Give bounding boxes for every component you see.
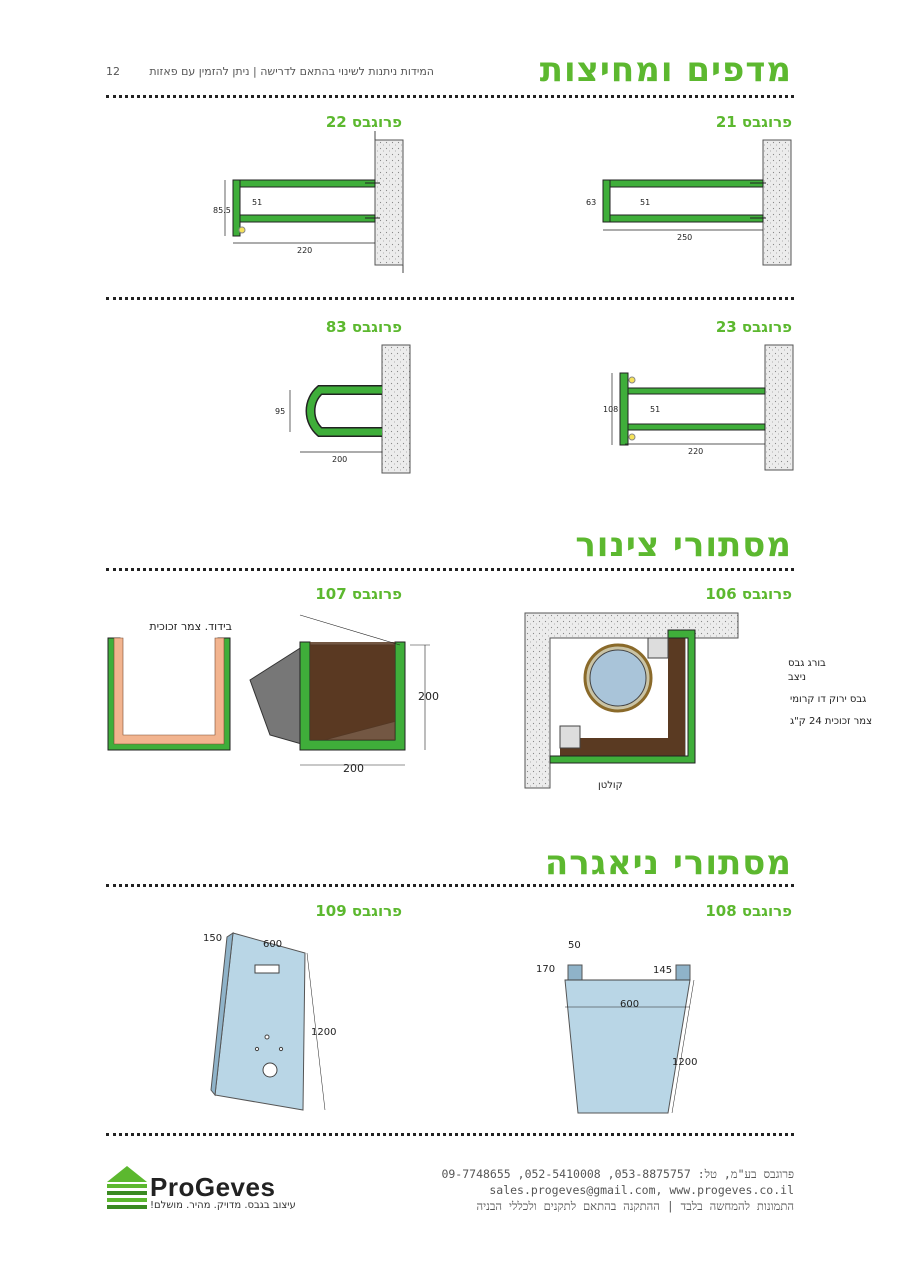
section-divider [106, 95, 794, 98]
item-label-progeves-23: פרוגבס 23 [715, 318, 792, 336]
dim-height: 63 [586, 198, 597, 207]
section-divider [106, 884, 794, 887]
row-divider [106, 297, 794, 300]
callout-stud: ניצב [788, 672, 806, 683]
dim-height: 108 [603, 405, 619, 414]
item-label-progeves-21: פרוגבס 21 [715, 113, 792, 131]
logo-tagline: עיצוב בגבס. מדויק. מהיר. מושלם! [150, 1200, 296, 1211]
footer-contact-web: sales.progeves@gmail.com, www.progeves.co.il [489, 1183, 794, 1197]
item-label-progeves-106: פרוגבס 106 [705, 585, 792, 603]
drawing-progeves-107 [100, 610, 445, 780]
dim-width: 250 [677, 233, 693, 242]
dim-width: 200 [332, 455, 348, 464]
callout-insulation: בידוד. צמר זכוכית [149, 620, 232, 633]
dim-width: 600 [620, 999, 640, 1010]
item-label-progeves-83: פרוגבס 83 [325, 318, 402, 336]
dim-gap: 51 [650, 405, 661, 414]
dim-gap: 51 [252, 198, 263, 207]
item-label-progeves-22: פרוגבס 22 [325, 113, 402, 131]
item-label-progeves-108: פרוגבס 108 [705, 902, 792, 920]
section-title-shelves: מדפים ומחיצות [539, 50, 792, 90]
drawing-progeves-23 [600, 340, 800, 475]
dim-height: 200 [418, 690, 439, 703]
footer-divider [106, 1133, 794, 1136]
dim-depth: 150 [203, 933, 223, 944]
dim-flange-right: 145 [653, 965, 673, 976]
drawing-progeves-83 [270, 340, 420, 480]
dim-height: 1200 [311, 1027, 337, 1038]
drawing-progeves-22 [205, 135, 425, 275]
dim-gap: 51 [640, 198, 651, 207]
section-title-niagara-covers: מסתורי ניאגרה [544, 843, 792, 883]
section-title-pipe-covers: מסתורי צינור [575, 525, 792, 565]
dim-height: 85.5 [213, 206, 231, 215]
drawing-progeves-106 [520, 608, 873, 798]
dim-flange-left: 170 [536, 964, 556, 975]
dim-width: 220 [297, 246, 313, 255]
header-note: המידות ניתנות לשינוי בהתאם לדרישה | ניתן להזמין עם פאזות [149, 65, 434, 78]
item-label-progeves-107: פרוגבס 107 [315, 585, 402, 603]
callout-green-gypsum: גבס ירוק דו קרומי [790, 694, 867, 705]
callout-glass-wool: צמר זכוכית 24 ק"ג [790, 716, 873, 727]
dim-flange-top: 50 [568, 940, 581, 951]
dim-width: 600 [263, 939, 283, 950]
dim-height: 1200 [672, 1057, 698, 1068]
footer-contact-phones: פרוגבס בע"מ, טל: 053-8875757, 052-5410008, 09-7748655 [441, 1167, 794, 1181]
page-number: 12 [106, 65, 120, 78]
dim-height: 95 [275, 407, 286, 416]
dim-width: 200 [343, 762, 364, 775]
dim-width: 220 [688, 447, 704, 456]
footer-disclaimer: התמונות להמחשה בלבד | ההתקנה בהתאם לתקנים ולכללי הבניה [476, 1199, 794, 1213]
item-label-progeves-109: פרוגבס 109 [315, 902, 402, 920]
drawing-progeves-109 [195, 925, 345, 1120]
callout-screw: בורג גבס [788, 658, 826, 669]
drawing-progeves-21 [580, 135, 800, 275]
section-divider [106, 568, 794, 571]
callout-collector: קולטן [598, 780, 623, 791]
logo-wordmark: ProGeves [150, 1172, 276, 1202]
logo-icon [105, 1162, 150, 1212]
drawing-progeves-108 [530, 935, 710, 1120]
